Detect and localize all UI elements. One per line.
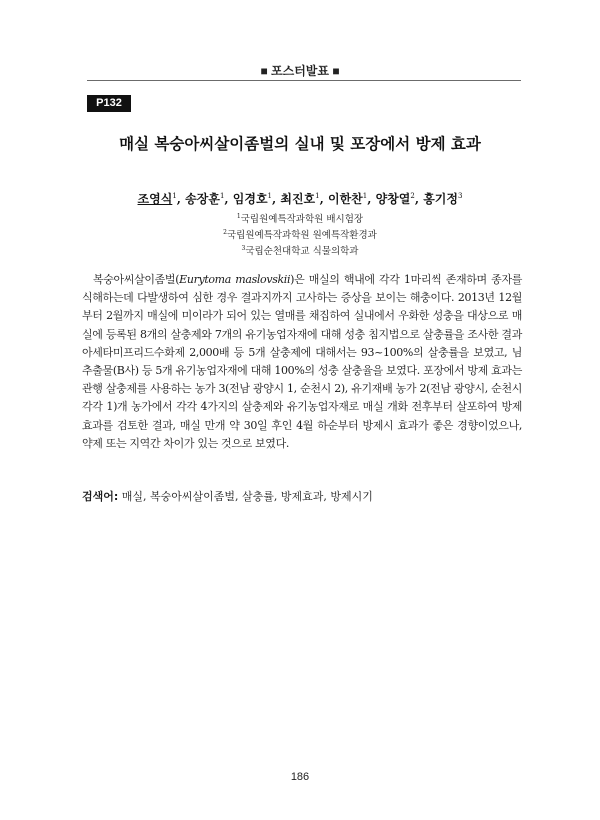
author-name: 조영식 [137, 192, 173, 206]
header-rule [87, 80, 521, 81]
author [233, 192, 281, 206]
paper-title: 매실 복숭아씨살이좀벌의 실내 및 포장에서 방제 효과 [119, 135, 481, 153]
author-name: 이한찬 [327, 192, 363, 206]
abstract [82, 271, 522, 453]
affiliation [0, 210, 600, 226]
author-name: 양창열 [375, 192, 411, 206]
author-affiliation-mark: 1 [219, 192, 225, 200]
keywords [82, 488, 522, 504]
poster-code-badge: P132 [87, 95, 131, 112]
author-affiliation-mark: 1 [362, 192, 368, 200]
affiliation [0, 226, 600, 242]
affiliation-number: 1 [236, 213, 241, 220]
affiliation-text: 국립원예특작과학원 배시험장 [240, 214, 364, 226]
author-separator: , [414, 192, 424, 206]
author-affiliation-mark: 1 [315, 192, 320, 200]
author-affiliation-mark: 3 [457, 192, 463, 200]
affiliation-text: 국립순천대학교 식물의학과 [245, 246, 359, 258]
author [185, 192, 233, 206]
author-name: 송장훈 [185, 192, 220, 206]
author [423, 192, 462, 206]
affiliation-number: 3 [241, 245, 246, 253]
page-number: 186 [290, 771, 310, 783]
species-name: Eurytoma maslovskii [179, 273, 291, 286]
author-affiliation-mark: 1 [172, 192, 177, 200]
keywords-text: 매실, 복숭아씨살이좀벌, 살충률, 방제효과, 방제시기 [118, 490, 373, 503]
keywords-label: 검색어: [82, 490, 119, 503]
section-header: ■ 포스터발표 ■ [260, 64, 340, 78]
author-name: 임경호 [232, 192, 268, 206]
abstract-lead: 복숭아씨살이좀벌( [93, 273, 180, 286]
author-separator: , [319, 192, 328, 206]
author-separator: , [224, 192, 233, 206]
author [280, 192, 328, 206]
abstract-paragraph [82, 271, 522, 453]
author-name: 최진호 [280, 192, 316, 206]
author-list [0, 190, 600, 207]
author-separator: , [367, 192, 376, 206]
abstract-body: )은 매실의 핵내에 각각 1마리씩 존재하며 종자를 식해하는데 다발생하여 심한 경우 결과지까지 고사하는 증상을 보이는 해충이다. 2013년 12월부터 2월까지 매실에 미이라가 되어 있는 열매를 채집하여 실내에서 우화한 성충을 대상으로 매실에 등록된 8개의 살충제와 7개의 유기농업자재에 대해 성충 침지법으로 살충률을 조사한 결과 아세타미프리드수화제 2,000배 등 5개 살충제에 대해서는 93~100%의 살충률을 보였고, 님 추출물(B사) 등 5개 유기농업자재에 대해 100%의 성충 살충율을 보였다. 포장에서 방제 효과는 관행 살충제를 사용하는 농가 3(전남 광양시 1, 순천시 2), 유기재배 농가 2(전남 광양시, 순천시 각각 1)개 농가에서 각각 4가지의 살충제와 유기농업자재로 매실 개화 전후부터 살포하여 방제효과를 검토한 결과, 매실 만개 약 30일 후인 4월 하순부터 방제시 효과가 좋은 경향이었으나, 약제 또는 지역간 차이가 있는 것으로 보였다. [82, 273, 522, 450]
author [328, 192, 376, 206]
affiliation [0, 242, 600, 258]
author-affiliation-mark: 1 [267, 192, 273, 200]
author [138, 192, 186, 206]
author-separator: , [272, 192, 281, 206]
author-affiliation-mark: 2 [410, 192, 415, 200]
affiliation-number: 2 [223, 229, 227, 237]
author [376, 192, 424, 206]
affiliation-text: 국립원예특작과학원 원예특작환경과 [226, 230, 377, 242]
author-separator: , [176, 192, 186, 206]
author-name: 홍기정 [423, 192, 458, 206]
affiliation-list [0, 210, 600, 258]
